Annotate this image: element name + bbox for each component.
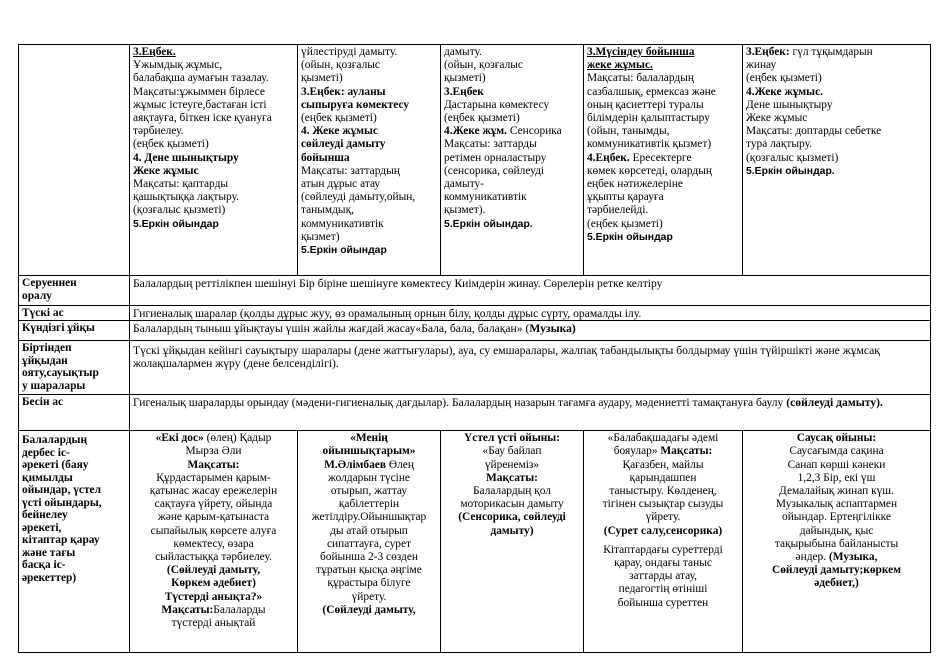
cell-line: балабақша аумағын тазалау. — [133, 72, 269, 85]
activity-text: қарындашпен — [629, 471, 697, 484]
label-line: Серуеннен — [22, 277, 77, 289]
row-label: Түскі ас — [19, 306, 130, 321]
label-line: ойындар, үстел — [22, 484, 101, 497]
cell-line: 3.Мүсіндеу бойынша — [587, 46, 695, 58]
cell-line: жинау — [746, 59, 777, 72]
cell-line: 3.Еңбек — [444, 85, 484, 98]
activity-text: (өлең) Қадыр — [203, 432, 272, 445]
activity-line — [301, 577, 437, 590]
label-line: дербес іс- — [22, 446, 70, 459]
activity-line — [301, 591, 437, 604]
label-line: оралу — [22, 289, 52, 302]
cell-line: коммуникативтік қызмет) — [587, 138, 712, 151]
row-text-content: Гигиеналық шаралар (қолды дұрыс жуу, өз орамалының орнын білу, қолды дұрыс сүрту, орамалды ілу. — [133, 307, 642, 320]
cell-line: Ұжымдық жұмыс, — [133, 59, 223, 72]
cell-line: Мақсаты: қаптарды — [133, 178, 229, 191]
activity-line — [133, 485, 294, 498]
activity-line — [746, 459, 927, 472]
activity-text: үйрету. — [645, 511, 681, 524]
cell-line: атын дұрыс атау — [301, 178, 381, 191]
activity-text: Демалайық жинап күш. — [779, 485, 894, 498]
cell-line-bold: 4.Еңбек. — [587, 151, 630, 164]
table-row — [19, 276, 931, 306]
cell-line: (ойын, танымды, — [587, 125, 670, 138]
activity-text: әндер. — [795, 551, 829, 564]
activity-text-bold: (Музыка, — [828, 551, 878, 564]
label-line: қимылды — [22, 471, 73, 484]
activity-line — [444, 485, 580, 498]
row-text-bold: Музыка) — [529, 322, 576, 336]
row-text — [130, 395, 931, 431]
activity-text: Балаларды — [213, 603, 266, 616]
activity-text: Санап көрші кәнеки — [787, 458, 886, 471]
label-line: басқа іс- — [22, 559, 66, 572]
cell-line: 5.Еркін ойындар — [133, 218, 219, 230]
cell-line: сазбалшық, ермексаз және — [587, 85, 716, 98]
cell-line — [746, 46, 927, 59]
label-line: әрекеті, — [22, 521, 62, 534]
cell-col-6 — [743, 45, 931, 276]
cell-line: Мақсаты:ұжыммен бірлесе — [133, 85, 265, 98]
activity-text: Балалардың қол — [473, 485, 551, 498]
activity-text: ойындар. Ертеңгілікке — [782, 511, 891, 524]
activity-line — [133, 472, 294, 485]
activity-text: моторикасын дамыту — [460, 498, 564, 511]
activity-line — [746, 472, 927, 485]
cell-line-rest: Сенсорика — [507, 125, 562, 138]
cell-line: 4. Дене шынықтыру — [133, 151, 239, 164]
activity-line — [746, 485, 927, 498]
cell-line: 5.Еркін ойындар. — [444, 218, 533, 230]
cell-line: ұқыпты қарауға — [587, 191, 664, 204]
table-row-activities — [19, 431, 931, 653]
activity-line — [133, 498, 294, 511]
cell-line: Мақсаты: заттардың — [301, 164, 400, 177]
activity-text: сыйластыққа тәрбиелеу. — [155, 551, 272, 564]
activity-col-2 — [130, 431, 298, 653]
label-line: у шаралары — [22, 379, 86, 392]
activity-text: түстерді анықтай — [171, 617, 256, 630]
cell-line: Дене шынықтыру — [746, 98, 833, 111]
activity-text: тақырыбына байланысты — [774, 537, 899, 550]
label-line: Балалардың — [22, 434, 88, 447]
cell-line: Мақсаты: заттарды — [444, 138, 537, 151]
row-label — [19, 431, 130, 653]
activity-text-bold: ойыншықтарым» — [322, 445, 416, 458]
cell-line: Мақсаты: балалардың — [587, 72, 694, 85]
activity-text: және қарым-қатынаста — [157, 511, 270, 524]
activity-line — [444, 498, 580, 511]
activity-text: тұратын қысқа әңгіме — [316, 564, 422, 577]
activity-line — [133, 538, 294, 551]
row-text-content: Гигеналық шараларды орындау (мәдени-гигиеналық дағдылар). Балалардың назарын тағамға аудару, мәдениетті тамақтануға баулу — [133, 396, 787, 410]
cell-col-3 — [298, 45, 441, 276]
activity-text: «Балабақшадағы әдемі — [607, 432, 719, 445]
activity-line — [746, 525, 927, 538]
cell-line: 5.Еркін ойындар. — [746, 165, 835, 177]
activity-text-bold: «Екі дос» — [155, 432, 204, 445]
activity-text: бойынша 2-3 сөзден — [319, 551, 419, 564]
activity-text: дайындық, қыс — [799, 524, 874, 537]
activity-line — [444, 445, 580, 458]
activity-text: таныстыру. Көлденең, — [609, 485, 717, 498]
cell-line: (еңбек қызметі) — [133, 138, 209, 151]
cell-line: 4.Жеке жұмыс. — [746, 85, 823, 98]
activity-col-4 — [441, 431, 584, 653]
activity-text-bold: М.Әлімбаев — [324, 458, 386, 471]
cell-line: жеке жұмыс. — [587, 59, 653, 72]
activity-line — [133, 445, 294, 458]
cell-line: (ойын, қозғалыс — [301, 59, 380, 72]
activity-line — [133, 591, 294, 604]
activity-line — [746, 445, 927, 458]
cell-line: (қозғалыс қызметі) — [133, 204, 226, 217]
activity-line — [133, 564, 294, 577]
cell-line: тура лақтыру. — [746, 138, 812, 151]
activity-line — [301, 564, 437, 577]
activity-line — [746, 511, 927, 524]
activity-line — [301, 604, 437, 617]
cell-line: (еңбек қызметі) — [587, 217, 663, 230]
activity-text: 1,2,3 Бір, екі үш — [797, 471, 876, 484]
cell-line: үйлестіруді дамыту. — [301, 46, 398, 58]
row-label: Күндізгі ұйқы — [19, 321, 130, 341]
cell-line: қызмет). — [444, 204, 486, 217]
activity-text-bold: «Менің — [350, 432, 388, 445]
row-label-empty — [19, 45, 130, 276]
row-label — [19, 276, 130, 306]
activity-line — [301, 445, 437, 458]
activity-text: Өлең — [386, 458, 414, 471]
activity-line — [133, 432, 294, 445]
cell-line: жұмыс істеуге,бастаған істі — [133, 98, 267, 111]
activity-line — [133, 511, 294, 524]
activity-line — [587, 557, 739, 570]
cell-line: (еңбек қызметі) — [444, 112, 520, 125]
label-line: үсті ойындары, — [22, 496, 102, 509]
activity-line — [301, 485, 437, 498]
activity-text: сипаттауға, сурет — [326, 537, 412, 550]
activity-line — [301, 459, 437, 472]
label-line: кітаптар қарау — [22, 534, 100, 547]
activity-text: үйренеміз» — [484, 458, 540, 471]
activity-line — [301, 538, 437, 551]
activity-text: педагогтің өтініші — [618, 583, 708, 596]
label-line: әрекеттер) — [22, 571, 77, 584]
activity-text-bold: Үстел үсті ойыны: — [464, 432, 560, 445]
activity-line — [587, 445, 739, 458]
cell-line: (сөйлеуді дамыту,ойын, — [301, 191, 416, 204]
table-row-continuation — [19, 45, 931, 276]
cell-line: сыпыруға көмектесу — [301, 98, 410, 111]
activity-text-bold: дамыту) — [490, 524, 534, 537]
activity-line — [444, 432, 580, 445]
cell-line: коммуникативтік — [301, 217, 384, 230]
cell-line-bold: 4.Жеке жұм. — [444, 125, 508, 138]
activity-line — [444, 511, 580, 524]
activity-text-bold: Саусақ ойыны: — [796, 432, 877, 445]
cell-line: қызметі) — [301, 72, 343, 85]
cell-line: Жеке жұмыс — [746, 112, 808, 125]
activity-line — [301, 511, 437, 524]
activity-line — [587, 583, 739, 596]
activity-text-bold: әдебиет,) — [814, 577, 859, 590]
activity-text-bold: Мақсаты: — [660, 445, 713, 458]
activity-text: қарау, ондағы таныс — [614, 557, 712, 570]
activity-text: Мырза Әли — [185, 445, 242, 458]
cell-line: Жеке жұмыс — [133, 164, 199, 177]
label-line: ұйқыдан — [22, 354, 68, 367]
activity-line — [587, 472, 739, 485]
activity-text-bold: (Сурет салу,сенсорика) — [603, 524, 723, 537]
cell-line: танымдық, — [301, 204, 354, 217]
activity-line — [587, 485, 739, 498]
activity-text-bold: Түстерді анықта?» — [164, 590, 263, 603]
activity-line — [587, 511, 739, 524]
activity-text: тігінен сызықтар сызуды — [602, 498, 724, 511]
cell-line: 3.Еңбек. — [133, 46, 176, 58]
activity-text-bold: Мақсаты: — [161, 603, 214, 616]
cell-line: (еңбек қызметі) — [301, 112, 377, 125]
cell-line: дамыту- — [444, 178, 485, 191]
row-text-bold: (сөйлеуді дамыту). — [786, 396, 883, 410]
cell-line: көмек көрсетеді, олардың — [587, 164, 712, 177]
activity-line — [587, 570, 739, 583]
activity-text: құрастыра білуге — [327, 577, 411, 590]
activity-line — [746, 551, 927, 564]
cell-line: тәрбиелейді. — [587, 204, 649, 217]
cell-col-4 — [441, 45, 584, 276]
cell-line-rest: Ересектерге — [629, 151, 692, 164]
row-text — [130, 306, 931, 321]
activity-line — [301, 551, 437, 564]
cell-col-2 — [130, 45, 298, 276]
activity-line — [133, 525, 294, 538]
activity-text: бойынша суреттен — [617, 596, 709, 609]
cell-line: 4. Жеке жұмыс — [301, 125, 378, 138]
row-text — [130, 341, 931, 395]
activity-text: Музыкалық аспаптармен — [775, 498, 898, 511]
activity-line — [587, 525, 739, 538]
activity-line — [133, 577, 294, 590]
cell-line: (қозғалыс қызметі) — [746, 151, 839, 164]
activity-text-bold: (Сенсорика, сөйлеуді — [458, 511, 566, 524]
activity-line — [133, 604, 294, 617]
activity-text-bold: (Сөйлеуді дамыту, — [322, 603, 416, 616]
activity-line — [746, 498, 927, 511]
cell-line: 3.Еңбек: ауланы — [301, 85, 386, 98]
activity-text: жетілдіру.Ойыншықтар — [311, 511, 427, 524]
row-text-content: Түскі ұйқыдан кейінгі сауықтыру шаралары (дене жаттығулары), ауа, су емшаралары, жалпақ табандылықты болдырмау үшін түйіршікті және жұмсақ жолақшалармен жүру (дене белсенділігі). — [133, 344, 880, 371]
row-text-content: Балалардың тыныш ұйықтауы үшін жайлы жағдай жасау«Бала, бала, балақан» ( — [133, 322, 530, 336]
activity-text: Саусағымда сақина — [789, 445, 884, 458]
activity-line — [587, 498, 739, 511]
activity-line — [301, 525, 437, 538]
activity-text: «Бау байлап — [482, 445, 542, 458]
cell-line: (ойын, қозғалыс — [444, 59, 523, 72]
cell-line: еңбек нәтижелеріне — [587, 178, 683, 191]
activity-text: Қағазбен, майлы — [622, 458, 704, 471]
row-text-content: Балалардың реттілікпен шешінуі Бір біріне шешінуге көмектесу Киімдерін жинау. Сөрелерін ретке келтіру — [133, 277, 663, 290]
activity-col-3 — [298, 431, 441, 653]
row-text — [130, 276, 931, 306]
table-row — [19, 395, 931, 431]
activity-text: бояулар» — [613, 445, 661, 458]
activity-line — [444, 525, 580, 538]
activity-text: сыпайылық көрсете алуға — [150, 524, 277, 537]
activity-text: үйрету. — [351, 590, 387, 603]
activity-text: жолдарын түсіне — [327, 471, 410, 484]
cell-line: бойынша — [301, 151, 350, 164]
activity-text: Құрдастарымен қарым- — [156, 471, 271, 484]
activity-line — [301, 498, 437, 511]
cell-line: қызметі) — [444, 72, 486, 85]
schedule-table — [18, 44, 931, 653]
label-line: және тағы — [22, 546, 76, 559]
activity-col-5 — [584, 431, 743, 653]
activity-line — [587, 459, 739, 472]
cell-line: 5.Еркін ойындар — [301, 245, 387, 257]
activity-line — [133, 459, 294, 472]
table-row — [19, 321, 931, 341]
cell-line: ретімен орналастыру — [444, 151, 547, 164]
cell-line — [444, 125, 580, 138]
activity-text: Кітаптардағы суреттерді — [603, 543, 723, 556]
label-line: бейнелеу — [22, 509, 68, 522]
table-row — [19, 341, 931, 395]
activity-text-bold: Көркем әдебиет) — [171, 577, 256, 590]
activity-text: сақтауға үйрету, ойында — [154, 498, 273, 511]
activity-line — [301, 472, 437, 485]
activity-col-6 — [743, 431, 931, 653]
cell-line: коммуникативтік — [444, 191, 527, 204]
cell-line: (сенсорика, сөйлеуді — [444, 164, 545, 177]
activity-line — [587, 432, 739, 445]
cell-line: Мақсаты: доптарды себетке — [746, 125, 882, 138]
cell-col-5 — [584, 45, 743, 276]
cell-line: білімдерін қалыптастыру — [587, 112, 710, 125]
cell-line: қызмет) — [301, 230, 340, 243]
activity-text: қатынас жасау ережелерін — [149, 485, 278, 498]
cell-line: сөйлеуді дамыту — [301, 138, 386, 151]
activity-line — [133, 617, 294, 630]
activity-text: ды атай отырып — [330, 524, 408, 537]
activity-text-bold: (Сөйлеуді дамыту, — [166, 564, 261, 577]
activity-line — [301, 432, 437, 445]
row-text — [130, 321, 931, 341]
activity-line — [444, 472, 580, 485]
activity-line — [587, 544, 739, 557]
row-label — [19, 341, 130, 395]
table-row — [19, 306, 931, 321]
cell-line: Дастарына көмектесу — [444, 98, 550, 111]
activity-line — [587, 597, 739, 610]
activity-text-bold: Мақсаты: — [187, 458, 240, 471]
cell-line — [587, 152, 739, 165]
row-label: Бесін ас — [19, 395, 130, 431]
activity-text-bold: Сөйлеуді дамыту;көркем — [772, 564, 901, 577]
cell-line-rest: гүл тұқымдарын — [789, 46, 873, 58]
cell-line: 5.Еркін ойындар — [587, 231, 673, 243]
cell-line: аяқтауға, біткен іске қуануға — [133, 112, 272, 125]
activity-line — [746, 538, 927, 551]
cell-line-bold: 3.Еңбек: — [746, 46, 790, 58]
cell-line: (еңбек қызметі) — [746, 72, 822, 85]
activity-text: көмектесу, өзара — [173, 537, 254, 550]
activity-line — [746, 432, 927, 445]
activity-line — [444, 459, 580, 472]
cell-line: қашықтыққа лақтыру. — [133, 191, 240, 204]
cell-line: дамыту. — [444, 46, 482, 58]
label-line: әрекеті (баяу — [22, 459, 89, 472]
label-line: Біртіндеп — [22, 342, 72, 355]
cell-line: тәрбиелеу. — [133, 125, 184, 138]
activity-line — [746, 564, 927, 577]
activity-text-bold: Мақсаты: — [486, 471, 538, 484]
activity-line — [746, 577, 927, 590]
cell-line: оның қасиеттері туралы — [587, 98, 704, 111]
activity-text: қабілеттерін — [338, 498, 400, 511]
activity-line — [133, 551, 294, 564]
label-line: ояту,сауықтыр — [22, 367, 99, 380]
activity-text: заттарды атау, — [628, 570, 697, 583]
activity-text: отырып, жаттау — [330, 485, 408, 498]
